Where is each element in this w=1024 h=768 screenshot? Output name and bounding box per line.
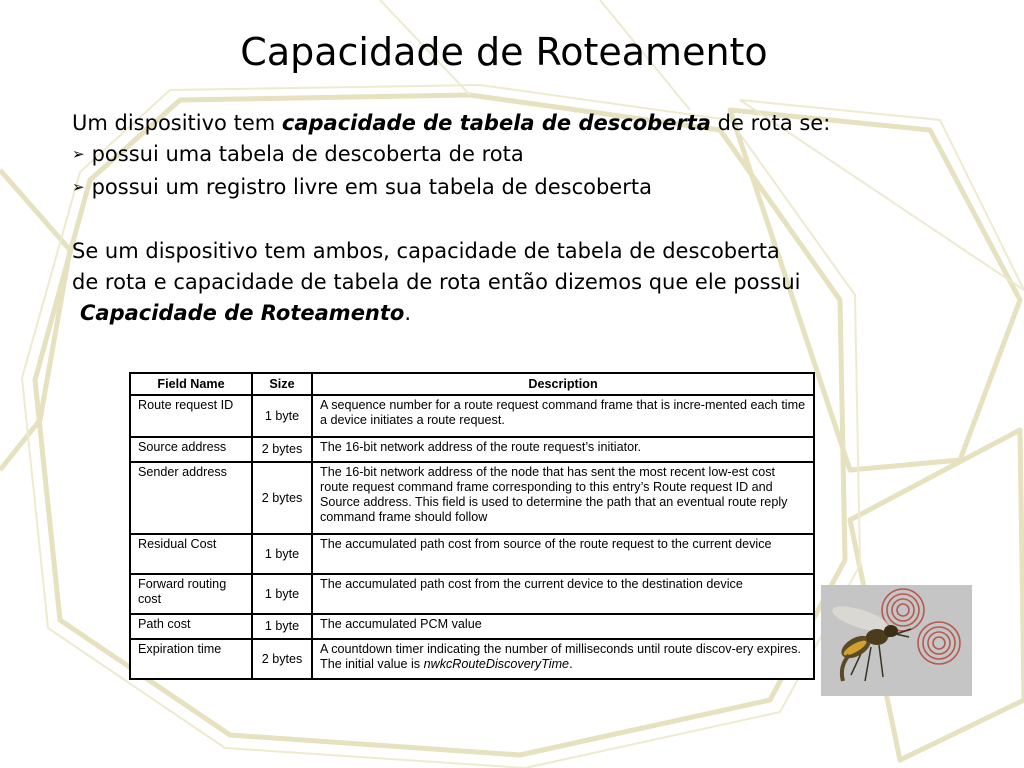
cell-description	[312, 639, 814, 679]
cell-size: 2 bytes	[252, 437, 312, 462]
paragraph-emphasis: Capacidade de Roteamento	[80, 301, 405, 325]
header-field-name: Field Name	[130, 373, 252, 395]
slide-title: Capacidade de Roteamento	[240, 30, 768, 74]
table-row	[130, 639, 814, 679]
cell-description: The 16-bit network address of the node that has sent the most recent low-est cost route request command frame corresponding to this entry’s Route request ID and Source address. This field is used to determine the path that an eventual route reply command frame should follow	[312, 462, 814, 534]
cell-description: The accumulated path cost from source of the route request to the current device	[312, 534, 814, 574]
table-row	[130, 395, 814, 437]
cell-size: 1 byte	[252, 395, 312, 437]
cell-field: Expiration time	[130, 639, 252, 679]
table-row	[130, 534, 814, 574]
cell-size: 1 byte	[252, 614, 312, 639]
header-size: Size	[252, 373, 312, 395]
table-row	[130, 437, 814, 462]
table-row	[130, 574, 814, 614]
bullet-text: possui uma tabela de descoberta de rota	[91, 142, 524, 166]
table-row	[130, 462, 814, 534]
cell-size: 2 bytes	[252, 639, 312, 679]
bullet-text: possui um registro livre em sua tabela de descoberta	[91, 175, 652, 199]
table-header-row	[130, 373, 814, 395]
description-end: .	[569, 657, 573, 671]
intro-line	[72, 108, 1002, 139]
wasp-with-target-rings-icon	[821, 585, 972, 696]
cell-description: A sequence number for a route request command frame that is incre-mented each time a device initiates a route request.	[312, 395, 814, 437]
intro-emphasis: capacidade de tabela de descoberta	[281, 111, 711, 135]
bullet-item	[72, 172, 1002, 205]
cell-size: 1 byte	[252, 574, 312, 614]
arrowhead-bullet-icon: ➢	[72, 145, 85, 163]
route-discovery-table	[129, 372, 815, 680]
paragraph-line-3	[72, 298, 1002, 329]
cell-description: The accumulated path cost from the current device to the destination device	[312, 574, 814, 614]
cell-field: Forward routing cost	[130, 574, 252, 614]
description-text: A countdown timer indicating the number of milliseconds until route discov-ery expires. The initial value is	[320, 642, 801, 671]
cell-field: Sender address	[130, 462, 252, 534]
intro-suffix: de rota se:	[710, 111, 831, 135]
cell-description: The 16-bit network address of the route request’s initiator.	[312, 437, 814, 462]
header-description: Description	[312, 373, 814, 395]
cell-field: Residual Cost	[130, 534, 252, 574]
cell-size: 1 byte	[252, 534, 312, 574]
intro-prefix: Um dispositivo tem	[72, 111, 282, 135]
cell-description: The accumulated PCM value	[312, 614, 814, 639]
cell-field: Source address	[130, 437, 252, 462]
paragraph-line-2: de rota e capacidade de tabela de rota então dizemos que ele possui	[72, 270, 801, 294]
paragraph-line-1: Se um dispositivo tem ambos, capacidade de tabela de descoberta	[72, 239, 780, 263]
arrowhead-bullet-icon: ➢	[72, 178, 85, 196]
cell-field: Route request ID	[130, 395, 252, 437]
paragraph-end: .	[404, 301, 412, 325]
constant-name: nwkcRouteDiscoveryTime	[423, 657, 570, 671]
cell-field: Path cost	[130, 614, 252, 639]
bullet-item	[72, 139, 1002, 172]
table-row	[130, 614, 814, 639]
slide-body	[72, 108, 1002, 329]
wasp-photo	[821, 585, 972, 696]
cell-size: 2 bytes	[252, 462, 312, 534]
